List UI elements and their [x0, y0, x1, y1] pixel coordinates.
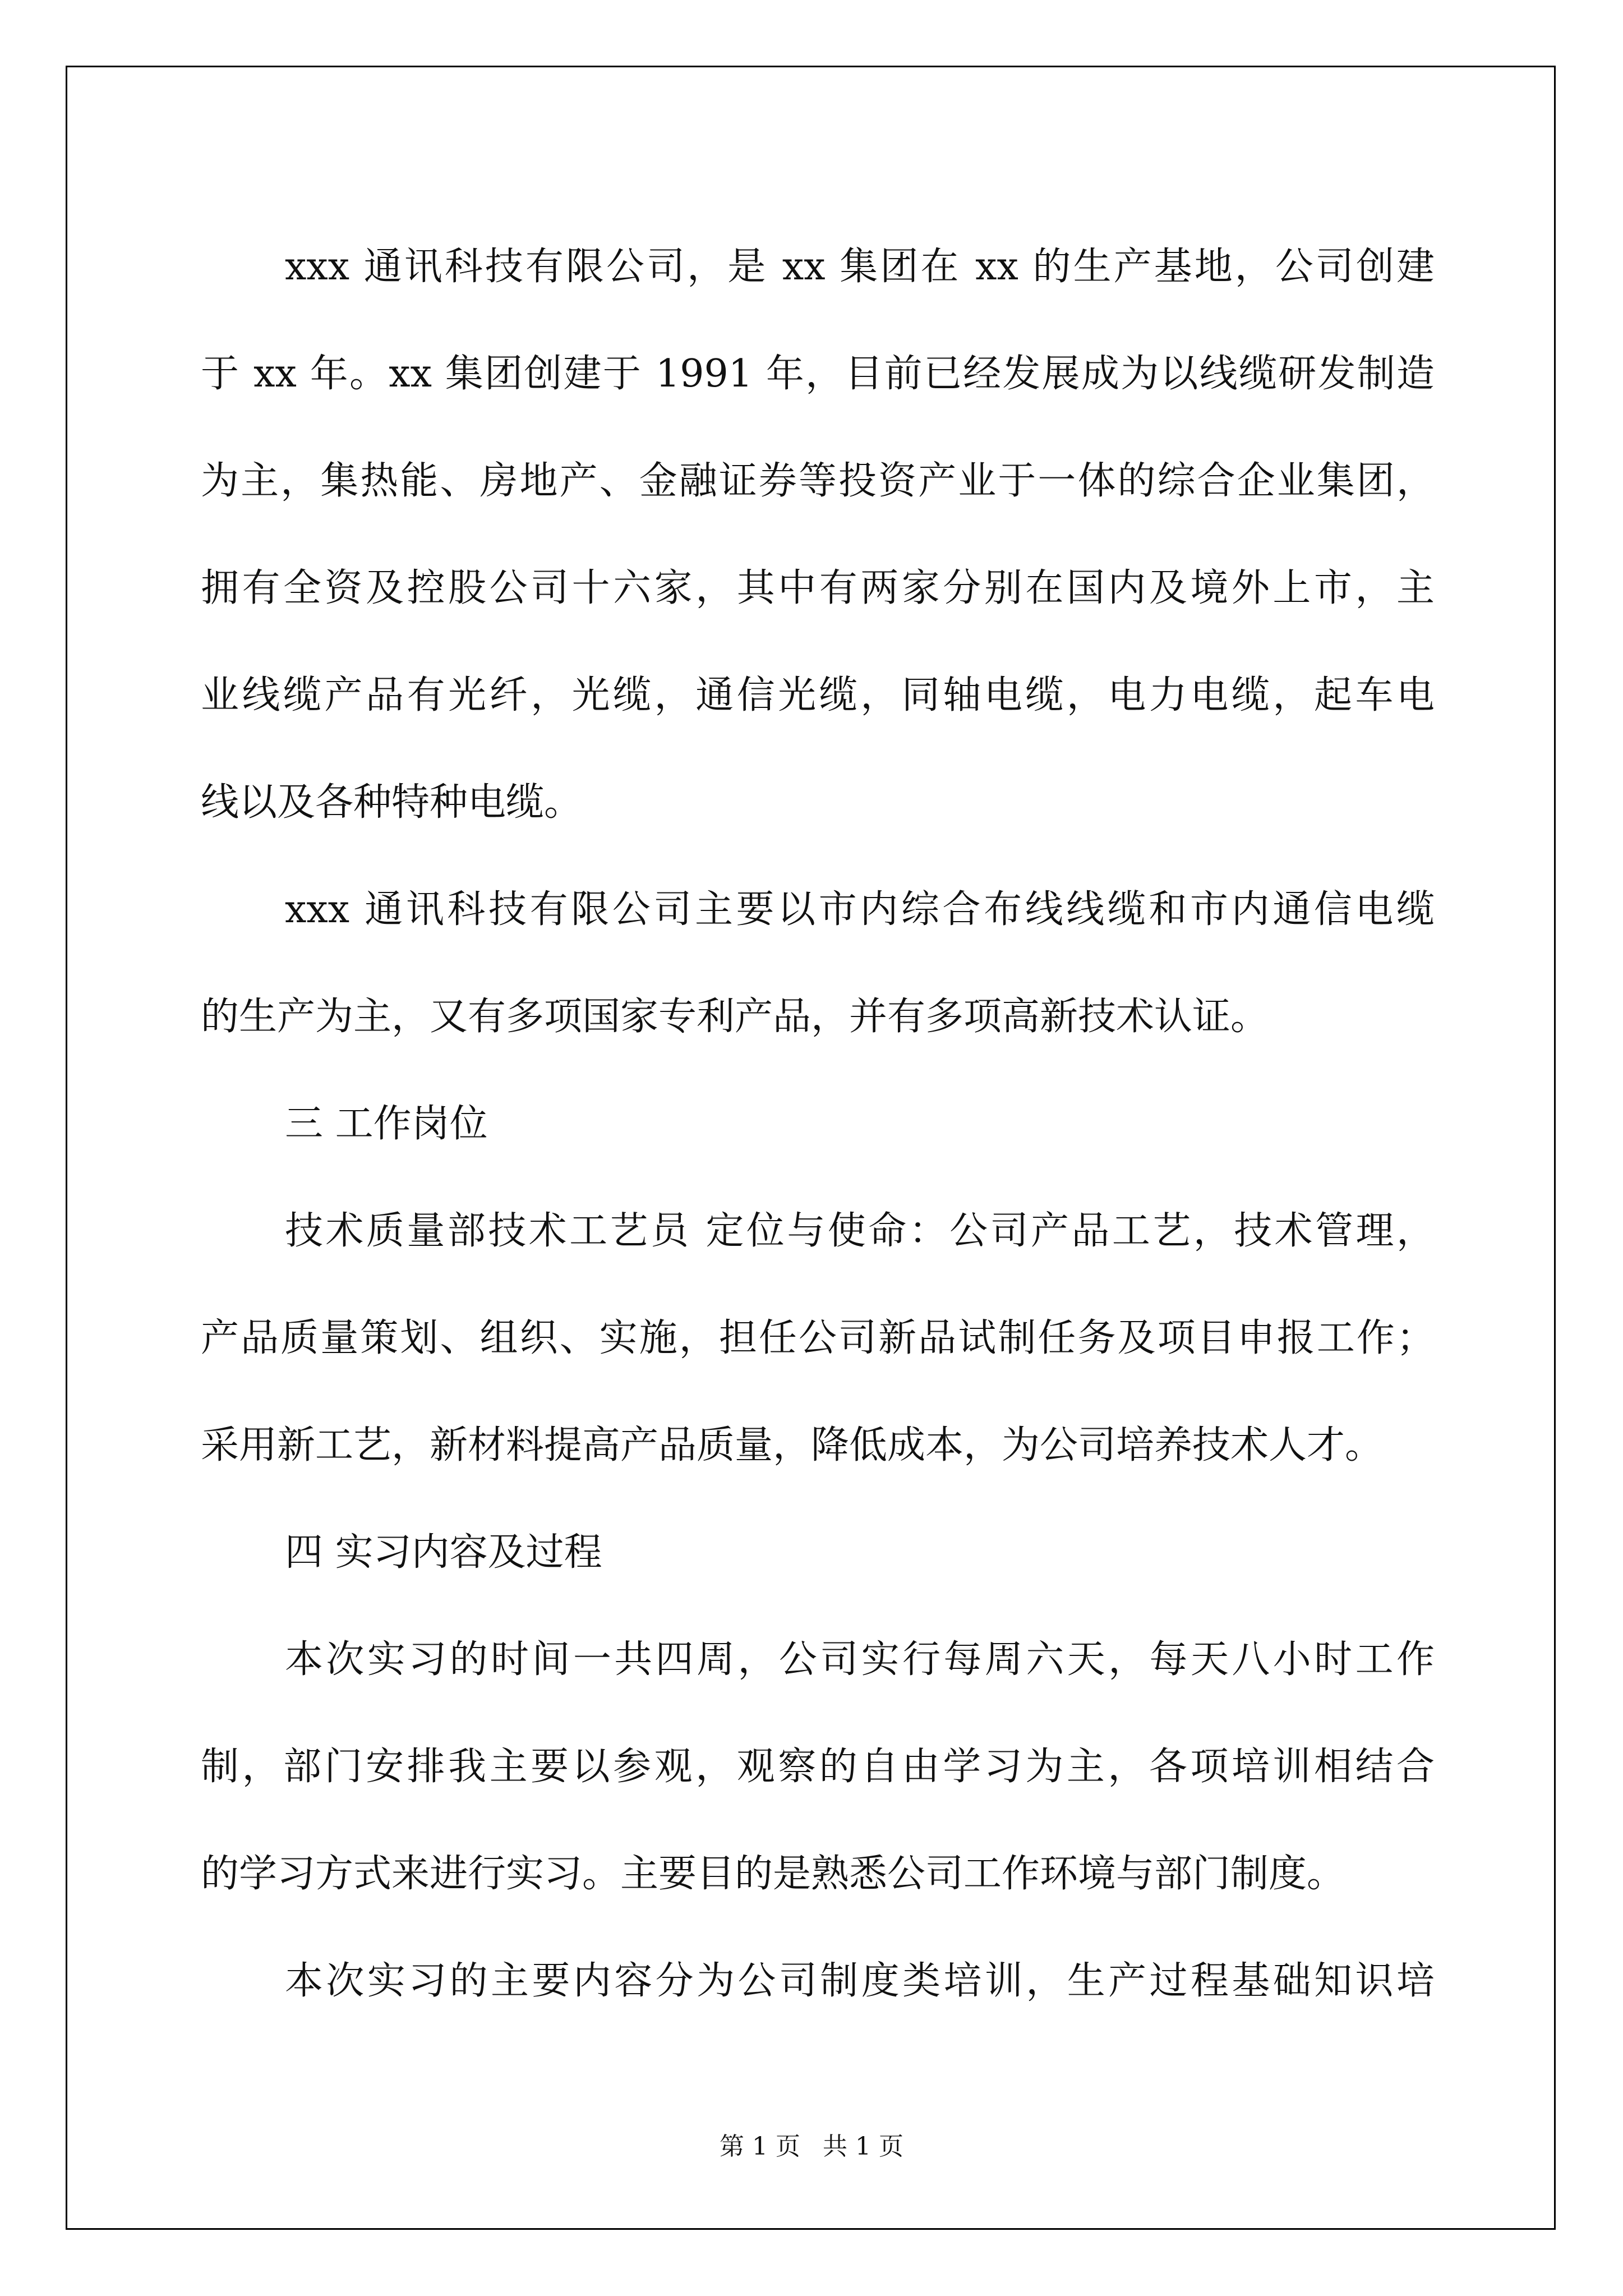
paragraph-line: xxx 通讯科技有限公司，是 xx 集团在 xx 的生产基地，公司创建 [285, 245, 1435, 289]
paragraph-line: 业线缆产品有光纤，光缆，通信光缆，同轴电缆，电力电缆，起车电 [201, 673, 1435, 717]
paragraph-line: 为主，集热能、房地产、金融证券等投资产业于一体的综合企业集团， [201, 459, 1435, 503]
paragraph-line: 制，部门安排我主要以参观，观察的自由学习为主，各项培训相结合 [201, 1745, 1435, 1789]
paragraph-line: 的生产为主，又有多项国家专利产品，并有多项高新技术认证。 [201, 995, 1269, 1039]
page-total: 共 1 页 [823, 2132, 903, 2161]
paragraph-line: 线以及各种特种电缆。 [201, 780, 583, 825]
paragraph-line: 拥有全资及控股公司十六家，其中有两家分别在国内及境外上市，主 [201, 566, 1435, 610]
paragraph-line: 本次实习的主要内容分为公司制度类培训，生产过程基础知识培 [285, 1959, 1435, 2003]
paragraph-line: xxx 通讯科技有限公司主要以市内综合布线线缆和市内通信电缆 [285, 887, 1435, 932]
paragraph-line: 采用新工艺，新材料提高产品质量，降低成本，为公司培养技术人才。 [201, 1423, 1384, 1467]
document-body [201, 213, 1435, 2035]
paragraph-line: 本次实习的时间一共四周，公司实行每周六天，每天八小时工作 [285, 1637, 1435, 1682]
paragraph-line: 产品质量策划、组织、实施，担任公司新品试制任务及项目申报工作； [201, 1316, 1435, 1360]
paragraph-line: 技术质量部技术工艺员 定位与使命：公司产品工艺，技术管理， [285, 1209, 1435, 1253]
section-heading: 三 工作岗位 [285, 1102, 488, 1146]
page-number: 第 1 页 [720, 2132, 800, 2161]
page-footer [0, 2126, 1623, 2162]
paragraph-line: 于 xx 年。xx 集团创建于 1991 年，目前已经发展成为以线缆研发制造 [201, 352, 1435, 396]
paragraph-line: 的学习方式来进行实习。主要目的是熟悉公司工作环境与部门制度。 [201, 1852, 1345, 1896]
section-heading: 四 实习内容及过程 [285, 1530, 602, 1575]
